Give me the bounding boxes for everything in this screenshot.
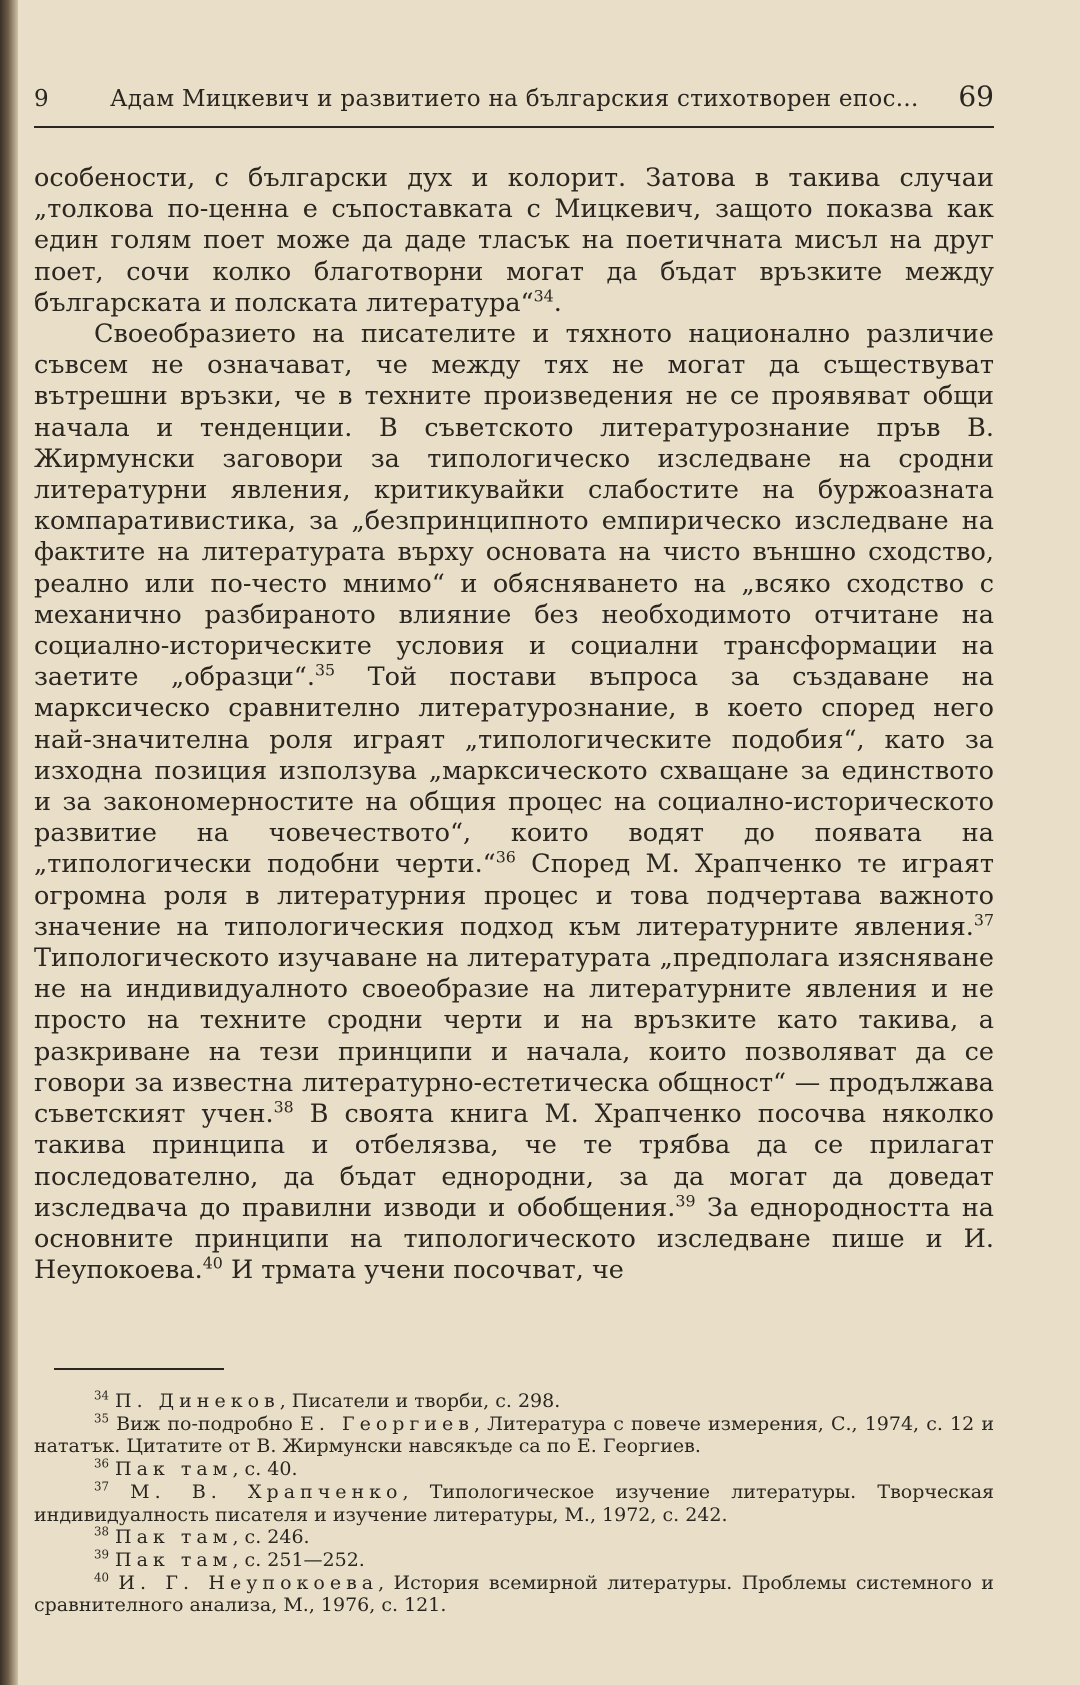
- running-title: Адам Мицкевич и развитието на българския стихотворен епос...: [110, 86, 919, 112]
- page-number: 69: [958, 80, 994, 113]
- footnote-number: 40: [94, 1570, 109, 1585]
- footnote-38: [34, 1526, 994, 1549]
- footnote-ref-35: 35: [314, 660, 336, 680]
- header-rule: [34, 126, 994, 128]
- paragraph-2-part-3: Според М. Храпченко те играят огромна роля в литературния процес и това подчертава важното значение на типологическия подход към литературните явления.: [34, 849, 994, 942]
- footnote-number: 35: [94, 1411, 109, 1426]
- footnote-ref-40: 40: [202, 1253, 223, 1273]
- book-spine-shadow: [0, 0, 18, 1685]
- paragraph-2-part-6: За еднородността на основните принципи на типологическото изследване пише и И. Неупокоева.: [34, 1192, 995, 1286]
- paragraph-2-part-2: Той постави въпроса за създаване на марксическо сравнително литературознание, в което според него най-значителна роля играят „типологическите подобия“, като за изходна позиция използува „марксическото схващане за единството и за закономерностите на общия процес на социално-историческото развитие на човечеството“, които водят до появата на „типологически подобни черти.“: [34, 662, 994, 880]
- footnote-author: М. В. Храпченко: [130, 1480, 403, 1503]
- paragraph-1-end: .: [553, 287, 562, 318]
- book-page: [34, 0, 1044, 1685]
- paragraph-2-part-1: Своеобразието на писателите и тяхното национално различие съвсем не означават, че между тях не могат да съществуват вътрешни връзки, че в техните произведения не се проявяват общи начала и тенденции. В съветското литературознание пръв В. Жирмунски заговори за типологическо изследване на сродни литературни явления, критикувайки слабостите на буржоазната компаративистика, за „безпринципното емпирическо изследване на фактите на литературата върху основата на чисто външно сходство, реално или по-често мнимо“ и обясняването на „всяко сходство с механично разбираното влияние без необходимото отчитане на социално-историческите условия и социални трансформации на заетите „образци“.: [34, 319, 994, 693]
- footnote-rule: [54, 1368, 224, 1370]
- footnote-ref-37: 37: [973, 910, 994, 930]
- footnote-text: , с. 246.: [232, 1526, 310, 1549]
- footnote-39: [34, 1549, 994, 1572]
- footnote-author: Пак там: [115, 1548, 233, 1571]
- footnote-author: Пак там: [115, 1458, 233, 1481]
- footnote-ref-39: 39: [675, 1191, 696, 1211]
- footnote-text: , с. 251—252.: [232, 1548, 365, 1571]
- paragraph-2-part-4: Типологическото изучаване на литературата „предполага изясняване не на индивидуалното своеобразие на литературните явления и не просто на техните сродни черти и на връзките като такива, а разкриване на тези принципи и начала, които позволяват да се говори за известна литературно-естетическа общност“ — продължава съветският учен.: [34, 943, 994, 1130]
- running-head: [34, 80, 994, 120]
- footnote-text: , Писатели и творби, с. 298.: [279, 1390, 561, 1412]
- footnote-40: [34, 1572, 994, 1617]
- footnote-text: , с. 40.: [232, 1458, 298, 1481]
- main-text: [34, 163, 994, 1286]
- footnote-36: [34, 1458, 994, 1481]
- chapter-number: 9: [34, 86, 49, 112]
- footnote-35: [34, 1413, 994, 1458]
- footnote-37: [34, 1481, 994, 1526]
- paragraph-2-part-5: В своята книга М. Храпченко посочва няколко такива принципа и отбелязва, че те трябва да се прилагат последователно, да бъдат еднородни, за да могат да доведат изследвача до правилни изводи и обобщения.: [34, 1099, 994, 1223]
- footnote-number: 34: [94, 1388, 109, 1403]
- footnote-number: 37: [94, 1479, 109, 1494]
- footnote-text: , Литература с повече измерения, С., 1974, с. 12 и нататък. Цитатите от В. Жирмунски навсякъде са по Е. Георгиев.: [34, 1412, 995, 1458]
- footnote-text: , Типологическое изучение литературы. Творческая индивидуалность писателя и изучение литературы, М., 1972, с. 242.: [34, 1480, 995, 1526]
- paragraph-1-text: особености, с български дух и колорит. Затова в такива случаи „толкова по-ценна е съпоставката с Мицкевич, защото показва как един голям поет може да даде тласък на поетичната мисъл на друг поет, сочи колко благотворни могат да бъдат връзките между българската и полската литература“: [34, 163, 994, 318]
- footnote-34: [34, 1390, 994, 1413]
- paragraph-2-part-7: И трмата учени посочват, че: [222, 1255, 624, 1286]
- footnote-author: И. Г. Неупокоева: [118, 1571, 379, 1594]
- footnote-prefix: Виж по-подробно: [116, 1412, 300, 1435]
- footnote-author: П. Динеков: [115, 1390, 280, 1412]
- footnote-number: 36: [94, 1456, 109, 1471]
- footnote-author: Е. Георгиев: [299, 1412, 474, 1435]
- paragraph-2: [34, 319, 994, 1286]
- footnote-text: , История всемирной литературы. Проблемы системного и сравнителного анализа, М., 1976, с. 121.: [34, 1571, 994, 1617]
- footnote-ref-34: 34: [533, 286, 554, 306]
- footnote-ref-36: 36: [495, 847, 516, 867]
- footnote-number: 38: [94, 1524, 109, 1539]
- paragraph-1: [34, 163, 994, 319]
- footnote-author: Пак там: [115, 1526, 233, 1549]
- footnotes: [34, 1390, 994, 1617]
- footnote-number: 39: [94, 1547, 109, 1562]
- footnote-ref-38: 38: [273, 1097, 294, 1117]
